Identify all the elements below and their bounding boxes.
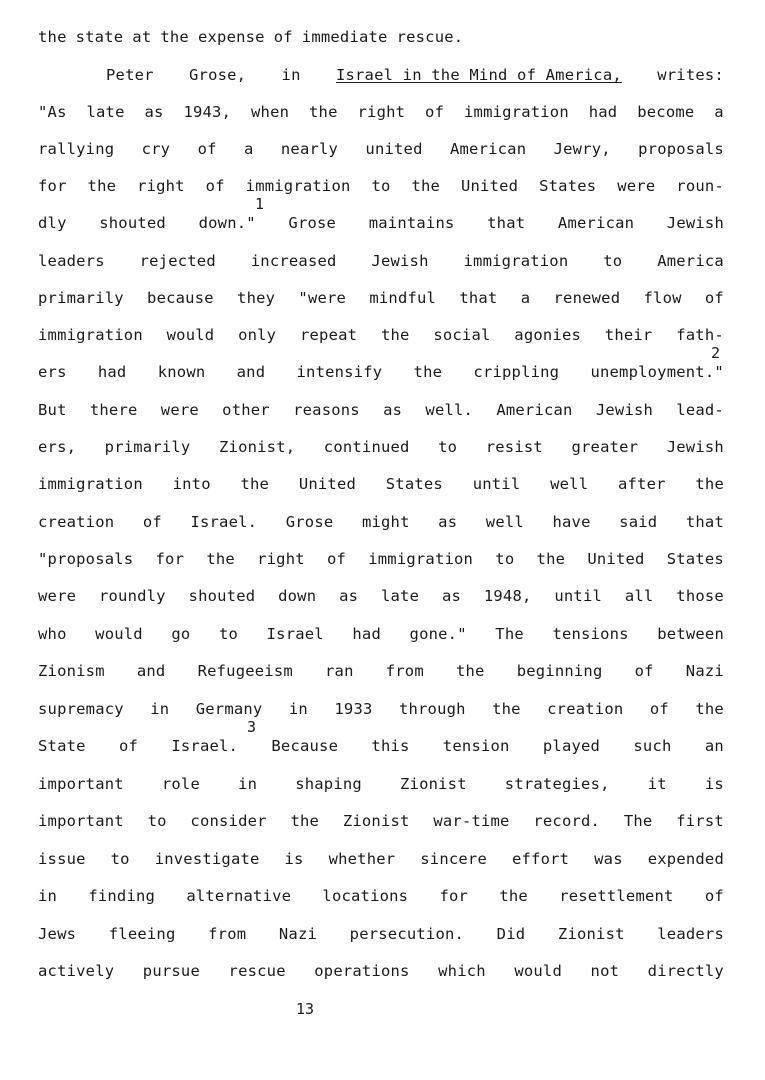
word: The <box>495 625 524 643</box>
word: resettlement <box>559 887 674 905</box>
word: immigration <box>38 475 143 493</box>
word: is <box>284 850 304 868</box>
word: fleeing <box>108 925 176 943</box>
word: Nazi <box>278 925 318 943</box>
word: reasons <box>293 401 360 419</box>
text-line <box>38 438 724 456</box>
word: of <box>704 887 724 905</box>
word: renewed <box>553 289 621 307</box>
word: would <box>166 326 215 344</box>
word: into <box>172 475 211 493</box>
word: were <box>38 587 77 605</box>
word: maintains <box>368 214 455 232</box>
word: at <box>132 28 152 46</box>
word: late <box>380 587 420 605</box>
text-line <box>38 850 724 868</box>
word: right <box>257 550 305 568</box>
word: beginning <box>516 662 603 680</box>
text-line <box>106 66 724 84</box>
word: to <box>438 438 458 456</box>
word: all <box>624 587 654 605</box>
word: it <box>647 775 667 793</box>
word: Because <box>271 737 339 755</box>
word: and <box>236 363 266 381</box>
word: other <box>222 401 270 419</box>
text-line <box>38 587 724 605</box>
word: investigate <box>154 850 260 868</box>
word: Zionist <box>342 812 410 830</box>
word: writes: <box>657 66 724 84</box>
word: Refugeeism <box>197 662 293 680</box>
word: the <box>536 550 566 568</box>
word: creation <box>38 513 115 531</box>
word: after <box>617 475 666 493</box>
word: is <box>704 775 724 793</box>
word: Jews <box>38 925 77 943</box>
word: the <box>380 326 410 344</box>
text-line <box>38 662 724 680</box>
word: that <box>459 289 498 307</box>
word: rescue. <box>396 28 464 46</box>
word: role <box>161 775 200 793</box>
word: they <box>237 289 276 307</box>
word: Zionist <box>400 775 467 793</box>
word: which <box>438 962 486 980</box>
word: shaping <box>295 775 362 793</box>
word: Israel. <box>171 737 239 755</box>
text-line <box>38 925 724 943</box>
word: Israel. <box>190 513 258 531</box>
word: to <box>495 550 515 568</box>
word: a <box>520 289 531 307</box>
word: those <box>676 587 724 605</box>
word: Germany <box>195 700 263 718</box>
word: social <box>433 326 491 344</box>
word: Jewry, <box>553 140 611 158</box>
text-line <box>38 326 724 344</box>
word: ran <box>325 662 354 680</box>
word: proposals <box>638 140 724 158</box>
word: agonies <box>514 326 582 344</box>
word: a <box>714 103 724 121</box>
word: persecution. <box>349 925 465 943</box>
word: American <box>449 140 527 158</box>
word: pursue <box>142 962 200 980</box>
text-line <box>38 363 724 381</box>
word: of <box>634 662 654 680</box>
word: expended <box>647 850 724 868</box>
word: effort <box>511 850 570 868</box>
word: through <box>398 700 466 718</box>
word: from <box>208 925 247 943</box>
word: ers, <box>38 438 77 456</box>
word: the <box>695 700 724 718</box>
word: the <box>87 177 117 195</box>
word: first <box>676 812 724 830</box>
word: Jewish <box>371 252 429 270</box>
word: alternative <box>186 887 292 905</box>
text-line <box>38 214 724 232</box>
word: the <box>492 700 521 718</box>
word: record. <box>533 812 601 830</box>
word: immigration <box>464 103 569 121</box>
word: greater <box>571 438 639 456</box>
word: were <box>160 401 199 419</box>
word: State <box>38 737 86 755</box>
word: of <box>425 103 445 121</box>
word: Zionist, <box>219 438 296 456</box>
text-line <box>38 775 724 793</box>
word: state <box>75 28 124 46</box>
text-line <box>38 625 724 643</box>
word: immigration <box>38 326 143 344</box>
word: might <box>361 513 410 531</box>
word: would <box>95 625 143 643</box>
text-line <box>38 177 724 195</box>
word: war-time <box>433 812 510 830</box>
word: Zionist <box>557 925 625 943</box>
page-number: 13 <box>295 1000 315 1018</box>
word: their <box>604 326 653 344</box>
word: Jewish <box>595 401 654 419</box>
word: down <box>278 587 317 605</box>
word: supremacy <box>38 700 124 718</box>
word: and <box>136 662 166 680</box>
word: the <box>411 177 441 195</box>
word: only <box>238 326 277 344</box>
word: for <box>439 887 469 905</box>
word: United <box>587 550 645 568</box>
word: American <box>557 214 635 232</box>
word: States <box>539 177 597 195</box>
word: of <box>197 140 217 158</box>
word: sincere <box>420 850 487 868</box>
word: "were <box>298 289 347 307</box>
word: "proposals <box>38 550 134 568</box>
word: shouted <box>99 214 166 232</box>
word: in <box>238 775 258 793</box>
word: because <box>147 289 214 307</box>
text-line <box>38 140 724 158</box>
word: States <box>385 475 443 493</box>
word: of <box>649 700 669 718</box>
word: a <box>243 140 254 158</box>
word: had <box>588 103 618 121</box>
text-line <box>38 812 724 830</box>
word: would <box>514 962 562 980</box>
word: actively <box>38 962 115 980</box>
word: known <box>157 363 206 381</box>
word: whether <box>328 850 396 868</box>
word: go <box>171 625 191 643</box>
word: consider <box>190 812 267 830</box>
word: of <box>142 513 162 531</box>
text-line <box>38 513 724 531</box>
footnote-marker-2: 2 <box>711 344 721 362</box>
word: as <box>441 587 462 605</box>
word: rallying <box>38 140 115 158</box>
text-line <box>38 887 724 905</box>
word: primarily <box>104 438 191 456</box>
word: increased <box>250 252 337 270</box>
word: leaders <box>657 925 724 943</box>
word: of <box>118 737 139 755</box>
word: as <box>383 401 403 419</box>
word: locations <box>322 887 409 905</box>
word: Jewish <box>666 438 724 456</box>
text-line <box>38 28 724 46</box>
text-line <box>38 289 724 307</box>
word: Peter <box>106 66 154 84</box>
word: the <box>290 812 320 830</box>
word: States <box>666 550 724 568</box>
book-title: Israel in the Mind of America, <box>335 66 622 84</box>
word: that <box>487 214 526 232</box>
word: expense <box>197 28 265 46</box>
word: as <box>438 513 458 531</box>
word: were <box>617 177 656 195</box>
word: rejected <box>139 252 216 270</box>
word: repeat <box>299 326 358 344</box>
text-line <box>38 550 724 568</box>
word: had <box>97 363 127 381</box>
word: Zionism <box>38 662 105 680</box>
word: of <box>326 550 347 568</box>
text-line <box>38 252 724 270</box>
word: cry <box>141 140 171 158</box>
word: 1943, <box>183 103 232 121</box>
word: played <box>542 737 601 755</box>
word: united <box>365 140 423 158</box>
word: "As <box>38 103 67 121</box>
word: tensions <box>552 625 629 643</box>
word: the <box>160 28 189 46</box>
word: Nazi <box>685 662 724 680</box>
word: flow <box>643 289 682 307</box>
word: had <box>352 625 381 643</box>
word: immigration <box>368 550 474 568</box>
word: become <box>637 103 695 121</box>
text-line <box>38 962 724 980</box>
word: the <box>413 363 443 381</box>
word: Jewish <box>666 214 724 232</box>
word: roun- <box>676 177 724 195</box>
word: lead- <box>676 401 724 419</box>
word: But <box>38 401 67 419</box>
word: immediate <box>301 28 388 46</box>
word: of <box>205 177 225 195</box>
word: well <box>550 475 589 493</box>
word: have <box>552 513 591 531</box>
word: finding <box>88 887 156 905</box>
word: late <box>86 103 125 121</box>
word: in <box>38 887 58 905</box>
word: to <box>147 812 167 830</box>
word: of <box>704 289 724 307</box>
word: the <box>240 475 270 493</box>
word: the <box>455 662 485 680</box>
word: Grose <box>288 214 337 232</box>
word: for <box>38 177 67 195</box>
word: continued <box>323 438 410 456</box>
text-line <box>38 700 724 718</box>
word: important <box>38 775 124 793</box>
word: issue <box>38 850 86 868</box>
word: right <box>137 177 185 195</box>
word: who <box>38 625 67 643</box>
word: creation <box>547 700 624 718</box>
word: immigration <box>463 252 569 270</box>
word: for <box>155 550 185 568</box>
word: between <box>657 625 724 643</box>
word: rescue <box>228 962 286 980</box>
footnote-marker-1: 1 <box>255 195 265 213</box>
word: when <box>251 103 290 121</box>
word: ers <box>38 363 67 381</box>
word: crippling <box>473 363 560 381</box>
word: in <box>150 700 170 718</box>
word: until <box>554 587 603 605</box>
word: Did <box>496 925 526 943</box>
word: important <box>38 812 124 830</box>
word: leaders <box>38 252 105 270</box>
word: unemployment." <box>590 363 724 381</box>
word: United <box>298 475 357 493</box>
text-line <box>38 737 724 755</box>
word: to <box>603 252 623 270</box>
text-line <box>38 103 724 121</box>
word: in <box>281 66 301 84</box>
word: resist <box>485 438 543 456</box>
word: Grose <box>285 513 334 531</box>
word: American <box>496 401 573 419</box>
word: the <box>206 550 235 568</box>
word: an <box>704 737 724 755</box>
word: not <box>590 962 620 980</box>
word: the <box>695 475 724 493</box>
word: this <box>371 737 410 755</box>
word: mindful <box>369 289 437 307</box>
word: The <box>623 812 653 830</box>
word: gone." <box>409 625 467 643</box>
word: said <box>619 513 658 531</box>
word: in <box>288 700 308 718</box>
word: down." <box>198 214 256 232</box>
word: 1933 <box>334 700 373 718</box>
word: nearly <box>280 140 339 158</box>
word: fath- <box>676 326 724 344</box>
footnote-marker-3: 3 <box>247 718 257 736</box>
text-line <box>38 401 724 419</box>
word: as <box>339 587 359 605</box>
word: until <box>472 475 521 493</box>
word: strategies, <box>504 775 610 793</box>
word: dly <box>38 214 67 232</box>
word: directly <box>647 962 724 980</box>
word: to <box>110 850 130 868</box>
word: 1948, <box>483 587 532 605</box>
word: Israel <box>266 625 324 643</box>
word: the <box>38 28 67 46</box>
text-line <box>38 475 724 493</box>
word: to <box>371 177 391 195</box>
word: right <box>357 103 406 121</box>
word: roundly <box>98 587 166 605</box>
word: such <box>633 737 672 755</box>
word: the <box>499 887 528 905</box>
word: that <box>685 513 724 531</box>
word: Grose, <box>189 66 247 84</box>
word: intensify <box>296 363 383 381</box>
word: shouted <box>188 587 256 605</box>
word: primarily <box>38 289 124 307</box>
word: from <box>385 662 424 680</box>
word: of <box>273 28 293 46</box>
word: was <box>594 850 623 868</box>
word: there <box>89 401 138 419</box>
word: well <box>485 513 524 531</box>
word: operations <box>314 962 410 980</box>
word: United <box>460 177 519 195</box>
word: tension <box>442 737 510 755</box>
word: immigration <box>245 177 351 195</box>
word: America <box>657 252 724 270</box>
word: the <box>309 103 338 121</box>
word: to <box>219 625 239 643</box>
word: as <box>144 103 164 121</box>
word: well. <box>425 401 474 419</box>
